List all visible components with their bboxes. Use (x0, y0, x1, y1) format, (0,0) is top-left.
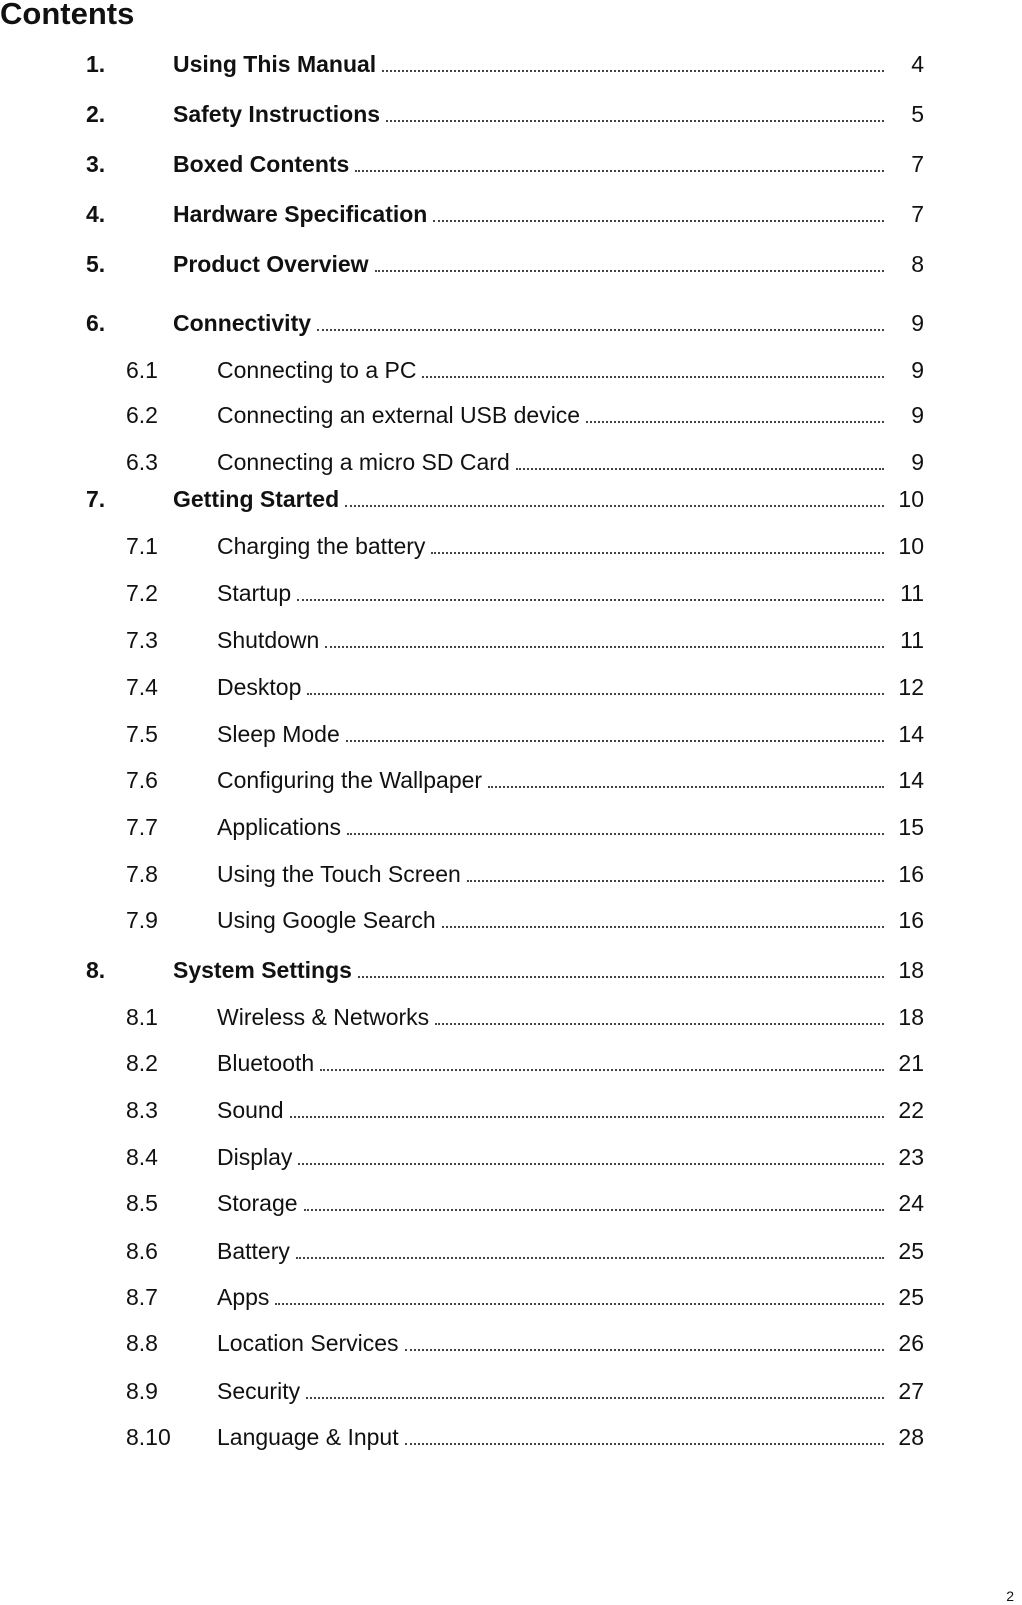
toc-entry-number: 7.4 (126, 673, 158, 700)
dot-leader (431, 552, 884, 554)
page-number: 2 (1006, 1588, 1014, 1604)
dot-leader (306, 1397, 884, 1399)
toc-entry[interactable] (126, 1326, 924, 1360)
toc-entry-title: Apps (217, 1283, 270, 1310)
dot-leader (355, 170, 884, 172)
dot-leader (405, 1443, 884, 1445)
dot-leader (405, 1349, 884, 1351)
toc-entry-page: 11 (900, 626, 924, 653)
toc-entry-page: 5 (911, 100, 924, 127)
toc-entry-page: 18 (898, 1003, 924, 1030)
toc-entry-number: 1. (86, 50, 106, 77)
toc-entry[interactable] (86, 197, 924, 231)
toc-entry-number: 7.7 (126, 813, 158, 840)
toc-entry[interactable] (126, 445, 924, 479)
dot-leader (345, 505, 884, 507)
dot-leader (586, 421, 884, 423)
toc-entry[interactable] (126, 903, 924, 937)
toc-entry-page: 27 (898, 1377, 924, 1404)
toc-entry-page: 21 (898, 1049, 924, 1076)
toc-entry-title: Safety Instructions (173, 100, 381, 127)
toc-entry-number: 8.7 (126, 1283, 158, 1310)
toc-entry[interactable] (126, 717, 924, 751)
toc-entry-number: 7.5 (126, 720, 158, 747)
toc-entry[interactable] (86, 953, 924, 987)
toc-entry-title: Security (217, 1377, 301, 1404)
toc-entry[interactable] (126, 1046, 924, 1080)
toc-entry-title: Hardware Specification (173, 200, 428, 227)
toc-entry-title: Using the Touch Screen (217, 860, 461, 887)
toc-entry-page: 25 (898, 1283, 924, 1310)
dot-leader (296, 1257, 884, 1259)
toc-entry-title: System Settings (173, 956, 352, 983)
toc-entry-title: Startup (217, 579, 292, 606)
toc-entry[interactable] (126, 810, 924, 844)
page-title: Contents (0, 0, 135, 31)
toc-entry-page: 24 (898, 1189, 924, 1216)
toc-entry-title: Battery (217, 1237, 290, 1264)
toc-entry-title: Applications (217, 813, 342, 840)
toc-entry-number: 7. (86, 485, 106, 512)
toc-entry-number: 7.6 (126, 766, 158, 793)
dot-leader (317, 329, 884, 331)
toc-entry[interactable] (126, 1234, 924, 1268)
toc-entry-title: Connectivity (173, 309, 312, 336)
toc-entry-number: 3. (86, 150, 106, 177)
toc-entry[interactable] (126, 1420, 924, 1454)
dot-leader (488, 786, 884, 788)
toc-entry-page: 14 (898, 720, 924, 747)
toc-entry-title: Configuring the Wallpaper (217, 766, 483, 793)
dot-leader (435, 1023, 884, 1025)
dot-leader (304, 1209, 884, 1211)
toc-entry-number: 8.6 (126, 1237, 158, 1264)
toc-entry-page: 7 (911, 150, 924, 177)
toc-entry[interactable] (126, 1000, 924, 1034)
toc-entry-title: Shutdown (217, 626, 320, 653)
toc-entry[interactable] (86, 147, 924, 181)
toc-entry[interactable] (126, 529, 924, 563)
toc-entry[interactable] (86, 306, 924, 340)
toc-entry-title: Language & Input (217, 1423, 399, 1450)
toc-entry-title: Wireless & Networks (217, 1003, 430, 1030)
toc-entry-page: 28 (898, 1423, 924, 1450)
toc-entry[interactable] (126, 1280, 924, 1314)
toc-entry-page: 22 (898, 1096, 924, 1123)
toc-entry-page: 26 (898, 1329, 924, 1356)
dot-leader (467, 880, 884, 882)
dot-leader (375, 270, 884, 272)
toc-entry-number: 7.2 (126, 579, 158, 606)
toc-entry-number: 4. (86, 200, 106, 227)
dot-leader (516, 468, 884, 470)
toc-entry-page: 16 (898, 906, 924, 933)
toc-entry-title: Location Services (217, 1329, 399, 1356)
toc-entry[interactable] (126, 763, 924, 797)
toc-entry[interactable] (86, 97, 924, 131)
dot-leader (298, 1163, 884, 1165)
toc-entry-page: 10 (898, 485, 924, 512)
toc-entry-number: 8.3 (126, 1096, 158, 1123)
toc-entry-title: Boxed Contents (173, 150, 350, 177)
toc-entry-page: 16 (898, 860, 924, 887)
toc-entry-number: 8.8 (126, 1329, 158, 1356)
dot-leader (386, 120, 884, 122)
dot-leader (325, 646, 884, 648)
dot-leader (422, 376, 884, 378)
toc-entry-title: Using Google Search (217, 906, 436, 933)
toc-entry[interactable] (86, 247, 924, 281)
dot-leader (358, 976, 884, 978)
toc-entry-page: 12 (898, 673, 924, 700)
toc-entry-title: Connecting an external USB device (217, 401, 581, 428)
toc-entry[interactable] (86, 47, 924, 81)
toc-entry-page: 25 (898, 1237, 924, 1264)
toc-entry[interactable] (126, 1374, 924, 1408)
dot-leader (347, 833, 884, 835)
toc-entry-number: 7.3 (126, 626, 158, 653)
toc-entry[interactable] (126, 623, 924, 657)
dot-leader (297, 599, 884, 601)
toc-entry-number: 2. (86, 100, 106, 127)
toc-entry-number: 6. (86, 309, 106, 336)
toc-entry-page: 9 (911, 448, 924, 475)
toc-entry-number: 8.5 (126, 1189, 158, 1216)
toc-entry-page: 10 (898, 532, 924, 559)
toc-entry-title: Product Overview (173, 250, 369, 277)
toc-entry-title: Bluetooth (217, 1049, 315, 1076)
toc-entry-number: 7.8 (126, 860, 158, 887)
toc-entry-title: Connecting to a PC (217, 356, 417, 383)
toc-entry-number: 8.1 (126, 1003, 158, 1030)
toc-entry-page: 23 (898, 1143, 924, 1170)
dot-leader (307, 693, 884, 695)
toc-entry-page: 9 (911, 356, 924, 383)
toc-entry[interactable] (126, 1093, 924, 1127)
toc-entry-title: Desktop (217, 673, 302, 700)
toc-entry-title: Charging the battery (217, 532, 426, 559)
toc-entry-title: Using This Manual (173, 50, 377, 77)
toc-entry-number: 8. (86, 956, 106, 983)
toc-entry-page: 15 (898, 813, 924, 840)
toc-entry-number: 7.9 (126, 906, 158, 933)
toc-entry[interactable] (126, 857, 924, 891)
toc-entry-number: 5. (86, 250, 106, 277)
toc-entry[interactable] (86, 482, 924, 516)
toc-entry-number: 8.2 (126, 1049, 158, 1076)
toc-entry-title: Sleep Mode (217, 720, 340, 747)
toc-entry-page: 9 (911, 401, 924, 428)
dot-leader (346, 740, 884, 742)
toc-entry-title: Display (217, 1143, 293, 1170)
dot-leader (433, 220, 884, 222)
toc-entry[interactable] (126, 1186, 924, 1220)
toc-entry-title: Storage (217, 1189, 298, 1216)
toc-entry-page: 11 (900, 579, 924, 606)
toc-entry-page: 8 (911, 250, 924, 277)
toc-entry-page: 14 (898, 766, 924, 793)
toc-entry-number: 7.1 (126, 532, 158, 559)
toc-entry[interactable] (126, 398, 924, 432)
toc-entry-number: 8.9 (126, 1377, 158, 1404)
toc-entry[interactable] (126, 670, 924, 704)
dot-leader (320, 1069, 884, 1071)
toc-entry-page: 7 (911, 200, 924, 227)
toc-entry[interactable] (126, 353, 924, 387)
toc-entry-title: Sound (217, 1096, 284, 1123)
toc-entry[interactable] (126, 1140, 924, 1174)
dot-leader (275, 1303, 884, 1305)
toc-entry-number: 6.1 (126, 356, 158, 383)
toc-entry-page: 9 (911, 309, 924, 336)
toc-entry-title: Getting Started (173, 485, 340, 512)
toc-entry-number: 8.4 (126, 1143, 158, 1170)
toc-entry-title: Connecting a micro SD Card (217, 448, 510, 475)
toc-entry-page: 4 (911, 50, 924, 77)
toc-entry-number: 8.10 (126, 1423, 171, 1450)
toc-entry-number: 6.3 (126, 448, 158, 475)
toc-entry[interactable] (126, 576, 924, 610)
dot-leader (382, 70, 884, 72)
toc-entry-page: 18 (898, 956, 924, 983)
toc-entry-number: 6.2 (126, 401, 158, 428)
dot-leader (290, 1116, 884, 1118)
dot-leader (442, 926, 884, 928)
